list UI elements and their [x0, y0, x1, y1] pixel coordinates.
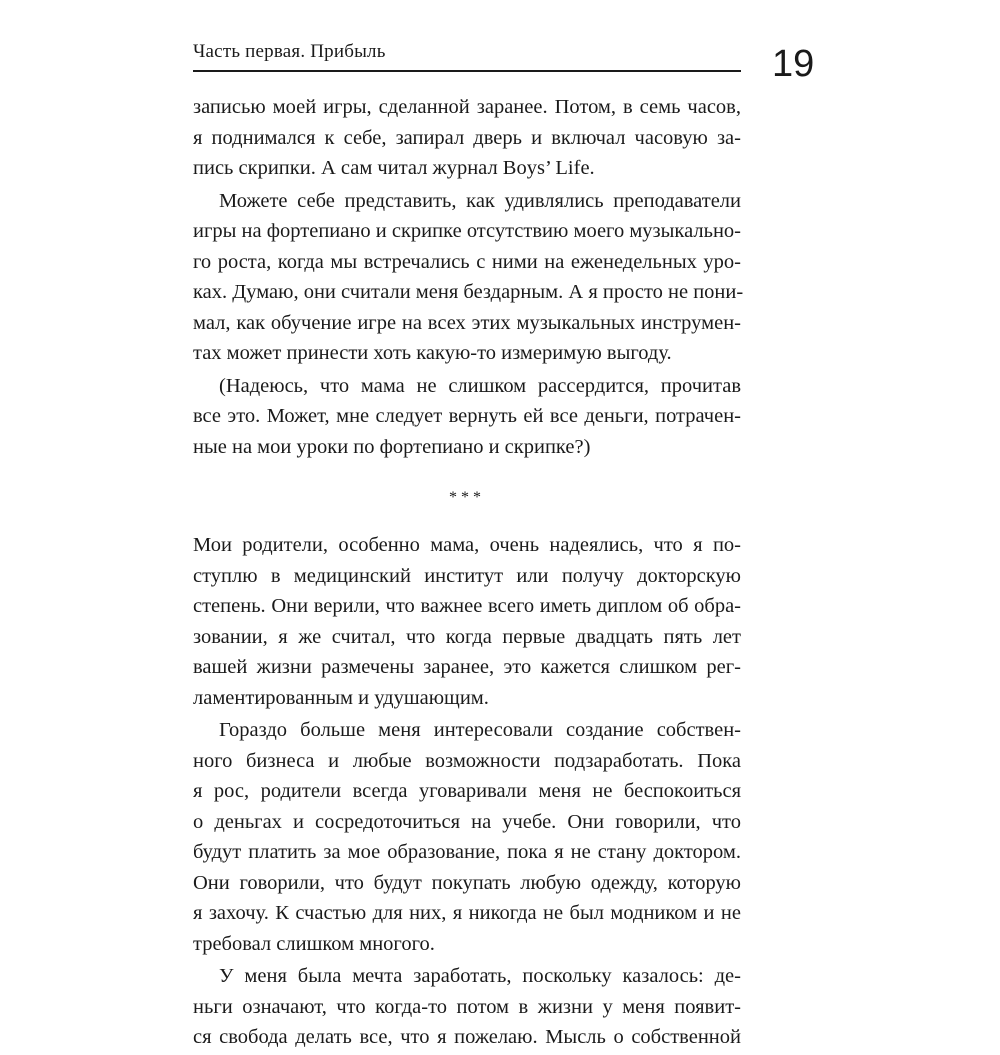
text-line: У меня была мечта заработать, поскольку казалось: де- — [219, 965, 741, 987]
text-line: будут платить за мое образование, пока я не стану доктором. — [193, 841, 741, 863]
text-line: вашей жизни размечены заранее, это кажется слишком рег- — [193, 656, 741, 678]
text-line: игры на фортепиано и скрипке отсутствию моего музыкально- — [193, 220, 741, 242]
text-line: Можете себе представить, как удивлялись преподаватели — [219, 189, 741, 212]
text-line: ся свобода делать все, что я пожелаю. Мысль о собственной — [193, 1026, 741, 1048]
page-number: 19 — [772, 43, 815, 85]
text-line: Они говорили, что будут покупать любую одежду, которую — [193, 871, 741, 894]
text-line: записью моей игры, сделанной заранее. Потом, в семь часов, — [193, 96, 741, 118]
text-line: ные на мои уроки по фортепиано и скрипке?) — [193, 435, 591, 458]
text-line: все это. Может, мне следует вернуть ей все деньги, потрачен- — [193, 405, 741, 427]
paragraph — [193, 530, 741, 713]
text-line: ного бизнеса и любые возможности подзаработать. Пока — [193, 749, 741, 772]
paragraph — [193, 186, 744, 369]
text-line: я рос, родители всегда уговаривали меня не беспокоиться — [193, 780, 741, 802]
text-line: ньги означают, что когда-то потом в жизни у меня появит- — [193, 995, 741, 1018]
paragraph — [193, 371, 741, 463]
text-line: требовал слишком многого. — [193, 932, 435, 955]
text-line: пись скрипки. А сам читал журнал Boys’ Life. — [193, 157, 595, 179]
text-line: я захочу. К счастью для них, я никогда не был модником и не — [193, 902, 741, 924]
text-line: го роста, когда мы встречались с ними на еженедельных уро- — [193, 250, 741, 273]
text-line: степень. Они верили, что важнее всего иметь диплом об обра- — [193, 595, 741, 617]
text-line: Мои родители, особенно мама, очень надеялись, что я по- — [193, 534, 741, 556]
text-section-before-break — [193, 92, 744, 462]
text-section-after-break — [193, 530, 741, 1053]
text-line: ках. Думаю, они считали меня бездарным. А я просто не пони- — [193, 281, 744, 303]
paragraph — [193, 92, 741, 184]
page-body — [193, 92, 744, 1055]
paragraph — [193, 715, 741, 959]
paragraph — [193, 961, 741, 1053]
section-separator: *** — [449, 489, 485, 506]
text-line: я поднимался к себе, запирал дверь и включал часовую за- — [193, 126, 741, 149]
text-line: ламентированным и удушающим. — [193, 686, 489, 709]
running-header — [193, 40, 741, 72]
text-line: зовании, я же считал, что когда первые двадцать пять лет — [193, 625, 741, 648]
text-line: ступлю в медицинский институт или получу докторскую — [193, 564, 741, 587]
text-line: (Надеюсь, что мама не слишком рассердится, прочитав — [219, 374, 741, 397]
text-line: о деньгах и сосредоточиться на учебе. Они говорили, что — [193, 810, 741, 833]
text-line: мал, как обучение игре на всех этих музыкальных инструмен- — [193, 311, 741, 334]
text-line: тах может принести хоть какую-то измеримую выгоду. — [193, 342, 672, 364]
text-line: Гораздо больше меня интересовали создание собствен- — [219, 719, 741, 741]
running-title: Часть первая. Прибыль — [193, 41, 386, 62]
